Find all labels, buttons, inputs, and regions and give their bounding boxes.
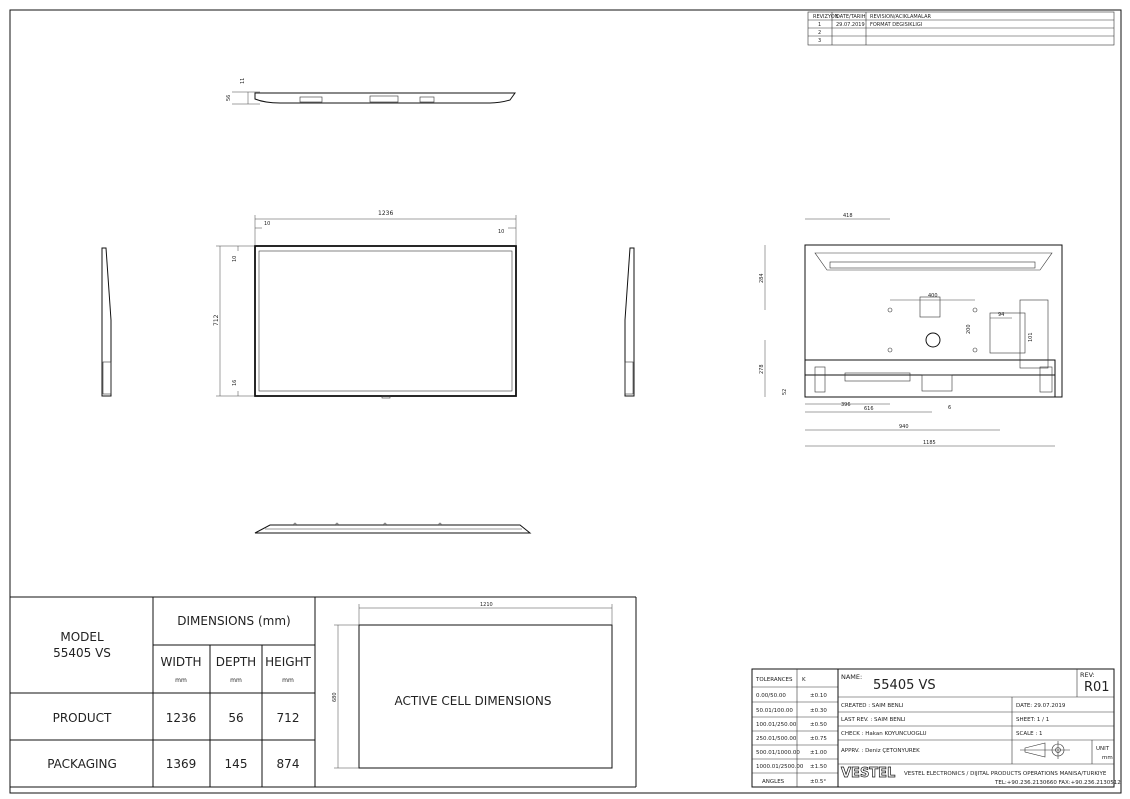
created-by: CREATED : SAIM BENLI: [841, 703, 904, 709]
rev-header-rev: REVIZYON: [813, 14, 839, 20]
last-rev: LAST REV. : SAIM BENLI: [841, 717, 906, 723]
title-block: [838, 669, 1121, 787]
checked-by: CHECK : Hakan KOYUNCUOGLU: [841, 731, 927, 737]
product-width: 1236: [165, 711, 197, 725]
tol-range-4: 250.01/500.00: [756, 736, 797, 742]
rear-dim-278: 278: [759, 364, 765, 374]
name-label: NAME:: [841, 673, 863, 681]
rev-row-3-rev: 3: [818, 38, 822, 44]
product-height: 712: [276, 711, 300, 725]
rear-dim-400: 400: [928, 293, 938, 299]
tol-range-7: ANGLES: [762, 779, 785, 785]
rear-dim-101: 101: [1028, 332, 1034, 342]
tolerances-unit-header: K: [802, 677, 806, 683]
tol-value-1: ±0.10: [810, 693, 827, 699]
packaging-width: 1369: [165, 757, 197, 771]
active-cell-height: 680: [332, 692, 338, 702]
tol-value-6: ±1.50: [810, 764, 827, 770]
rear-dim-200: 200: [966, 324, 972, 334]
rear-dim-418: 418: [843, 213, 853, 219]
col-height-unit: mm: [282, 677, 294, 684]
approved-by: APPRV. : Deniz ÇETONYUREK: [841, 748, 920, 754]
sheet-border: [10, 10, 1121, 793]
front-dim-bezel-bottom: 16: [232, 379, 238, 386]
rev-header-desc: REVISION/ACIKLAMALAR: [870, 14, 931, 20]
tol-range-1: 0.00/50.00: [756, 693, 786, 699]
dimensions-header: DIMENSIONS (mm): [177, 614, 291, 628]
name-value: 55405 VS: [873, 678, 936, 693]
active-cell-drawing: [332, 602, 612, 768]
vestel-logo: VESTEL: [841, 766, 896, 781]
model-label: MODEL: [60, 630, 104, 644]
packaging-height: 874: [276, 757, 300, 771]
tol-range-2: 50.01/100.00: [756, 708, 793, 714]
rev-label: REV:: [1080, 671, 1095, 679]
rev-row-1-rev: 1: [818, 22, 822, 28]
rear-dim-52: 52: [782, 388, 788, 395]
col-width: WIDTH: [160, 655, 202, 669]
company-line: VESTEL ELECTRONICS / DIJITAL PRODUCTS OPERATIONS MANISA/TURKIYE: [904, 771, 1107, 777]
scale: SCALE : 1: [1016, 731, 1043, 737]
front-dim-height: 712: [213, 314, 220, 326]
contact-line: TEL:+90.236.2130660 FAX:+90.236.2130512: [995, 780, 1121, 786]
rear-dim-396: 396: [841, 402, 851, 408]
side-view-right: [625, 248, 634, 396]
front-dim-bezel-top: 10: [232, 255, 238, 262]
rear-dim-616: 616: [864, 406, 874, 412]
tol-value-4: ±0.75: [810, 736, 827, 742]
packaging-depth: 145: [224, 757, 248, 771]
rev-row-2-rev: 2: [818, 30, 822, 36]
col-depth: DEPTH: [215, 655, 257, 669]
tol-range-3: 100.01/250.00: [756, 722, 797, 728]
rear-dim-284: 284: [759, 273, 765, 283]
tolerances-table: [752, 669, 838, 787]
rear-dim-940: 940: [899, 424, 909, 430]
projection-symbol-icon: [1020, 741, 1070, 759]
tol-range-6: 1000.01/2500.00: [756, 764, 804, 770]
col-depth-unit: mm: [230, 677, 242, 684]
tol-value-2: ±0.30: [810, 708, 827, 714]
tol-value-7: ±0.5°: [810, 779, 827, 785]
tol-range-5: 500.01/1000.00: [756, 750, 800, 756]
rear-dim-1185: 1185: [923, 440, 936, 446]
tol-value-3: ±0.50: [810, 722, 827, 728]
rev-value: R01: [1084, 680, 1110, 695]
top-dim-11: 11: [240, 77, 246, 84]
col-width-unit: mm: [175, 677, 187, 684]
model-value: 55405 VS: [53, 646, 111, 660]
date: DATE: 29.07.2019: [1016, 703, 1066, 709]
rear-view: [759, 213, 1062, 446]
rev-row-1-desc: FORMAT DEGISIKLIGI: [870, 22, 923, 28]
rear-dim-6: 6: [948, 405, 952, 411]
tol-value-5: ±1.00: [810, 750, 827, 756]
unit-label: UNIT: [1096, 746, 1110, 752]
front-view: [213, 210, 516, 398]
row-packaging-label: PACKAGING: [47, 757, 117, 771]
sheet: SHEET: 1 / 1: [1016, 717, 1050, 723]
unit-value: mm: [1102, 755, 1113, 761]
side-view-left: [102, 248, 111, 396]
top-view: [226, 78, 515, 104]
active-cell-label: ACTIVE CELL DIMENSIONS: [394, 694, 552, 708]
col-height: HEIGHT: [265, 655, 311, 669]
row-product-label: PRODUCT: [52, 711, 112, 725]
top-dim-56: 56: [226, 94, 232, 101]
rev-row-1-date: 29.07.2019: [836, 22, 865, 28]
front-dim-bezel-right: 10: [498, 229, 505, 235]
revision-table: [808, 12, 1114, 45]
product-depth: 56: [228, 711, 244, 725]
tolerances-header: TOLERANCES: [756, 677, 793, 683]
front-dim-bezel-left: 10: [264, 221, 271, 227]
bottom-view: [255, 523, 530, 533]
rear-dim-94: 94: [998, 312, 1005, 318]
rev-header-date: DATE/TARIH: [836, 14, 866, 20]
active-cell-width: 1210: [480, 602, 493, 608]
front-dim-width: 1236: [378, 210, 394, 217]
